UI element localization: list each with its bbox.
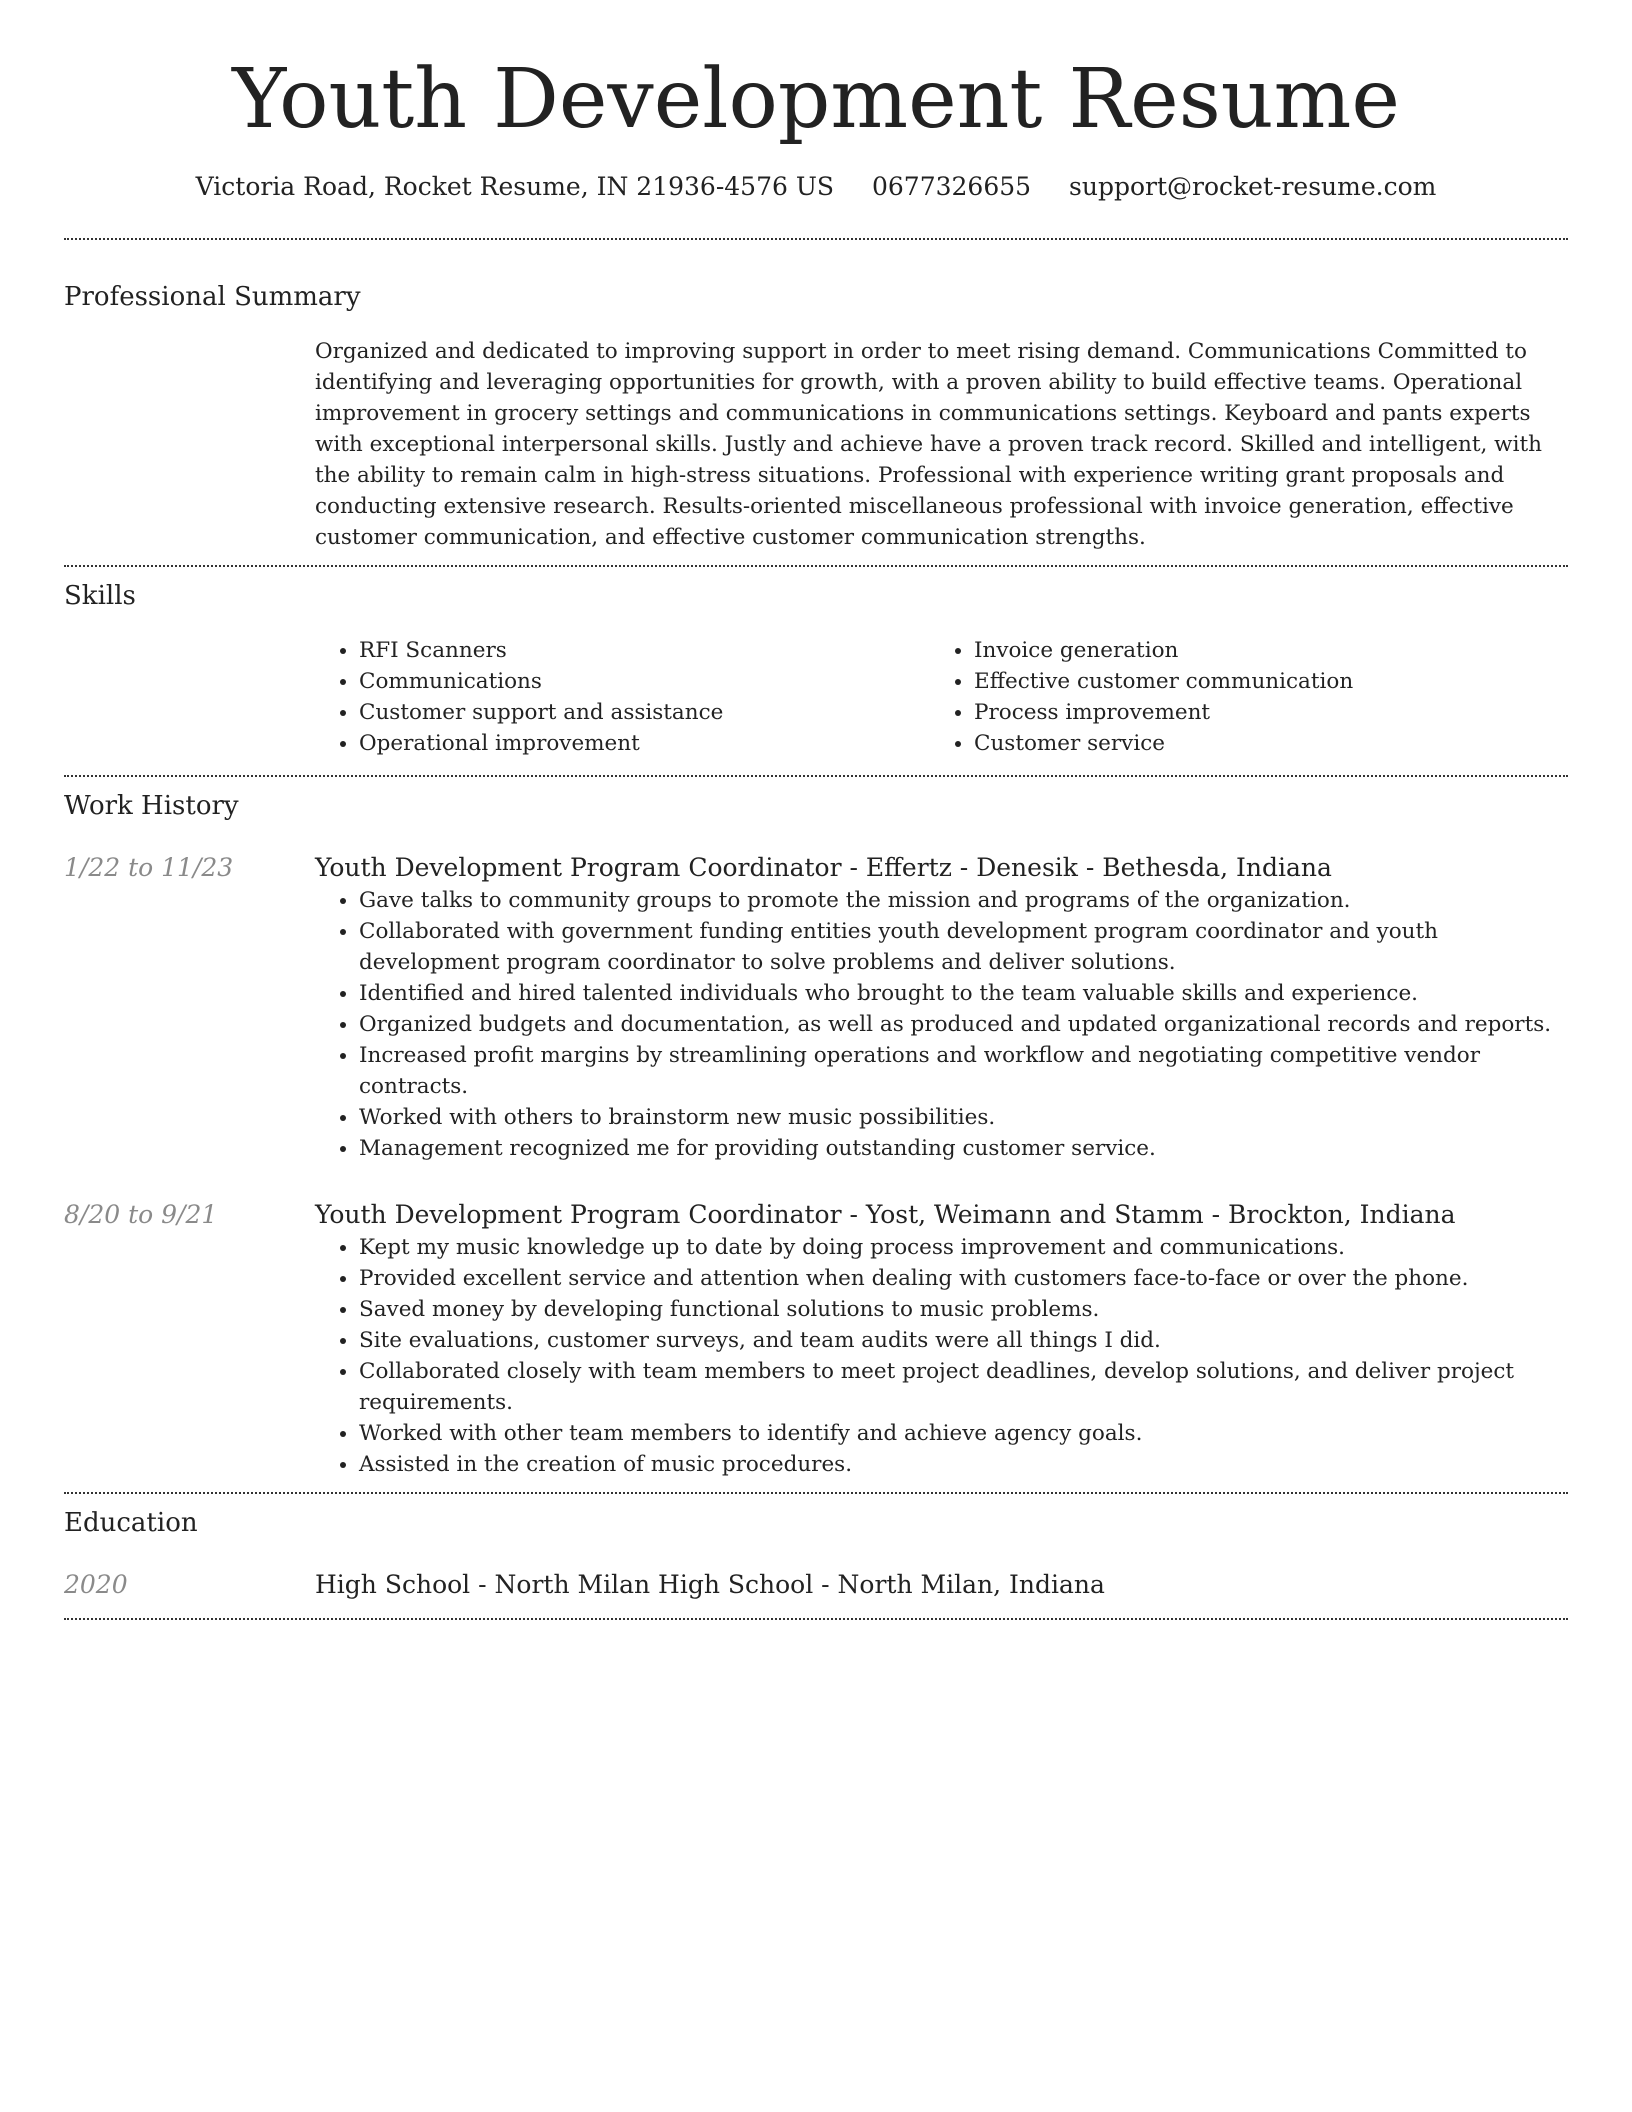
summary-section	[64, 280, 1568, 565]
job-bullet: • Worked with other team members to identify and achieve agency goals.	[359, 1418, 1568, 1449]
job-details	[315, 851, 1568, 1164]
resume-title: Youth Development Resume	[232, 52, 1400, 147]
section-divider	[64, 238, 1568, 240]
section-divider	[64, 1618, 1568, 1620]
skill-item: • Invoice generation	[974, 635, 1568, 666]
skills-section	[64, 579, 1568, 775]
section-divider	[64, 565, 1568, 567]
work-heading: Work History	[64, 791, 239, 821]
job-bullet: • Identified and hired talented individuals who brought to the team valuable skills and experience.	[359, 978, 1568, 1009]
work-section	[64, 789, 1568, 1480]
skill-item: • Operational improvement	[359, 728, 930, 759]
education-details: High School - North Milan High School - North Milan, Indiana	[315, 1570, 1105, 1599]
job-bullets	[315, 1232, 1568, 1480]
job-bullet: • Increased profit margins by streamlining operations and workflow and negotiating competitive vendor contracts.	[359, 1040, 1568, 1102]
job-entry	[64, 851, 1568, 1164]
education-heading: Education	[64, 1508, 198, 1538]
education-entry	[64, 1568, 1568, 1618]
contact-email: support@rocket-resume.com	[1069, 172, 1437, 201]
job-dates: 1/22 to 11/23	[64, 853, 234, 882]
job-title: Youth Development Program Coordinator - Yost, Weimann and Stamm - Brockton, Indiana	[315, 1200, 1456, 1229]
skill-item: • Effective customer communication	[974, 666, 1568, 697]
education-year: 2020	[64, 1570, 128, 1599]
job-bullet: • Site evaluations, customer surveys, and team audits were all things I did.	[359, 1325, 1568, 1356]
job-bullets	[315, 885, 1568, 1164]
skills-list-right	[930, 635, 1568, 759]
section-divider	[64, 775, 1568, 777]
skills-heading: Skills	[64, 581, 136, 611]
job-bullet: • Saved money by developing functional solutions to music problems.	[359, 1294, 1568, 1325]
skill-item: • RFI Scanners	[359, 635, 930, 666]
job-details	[315, 1198, 1568, 1480]
skill-item: • Process improvement	[974, 697, 1568, 728]
skills-grid	[315, 635, 1568, 775]
skill-item: • Communications	[359, 666, 930, 697]
job-bullet: • Kept my music knowledge up to date by doing process improvement and communications.	[359, 1232, 1568, 1263]
job-title: Youth Development Program Coordinator - Effertz - Denesik - Bethesda, Indiana	[315, 853, 1332, 882]
job-bullet: • Collaborated with government funding entities youth development program coordinator and youth development program coordinator to solve problems and deliver solutions.	[359, 916, 1568, 978]
contact-phone: 0677326655	[872, 172, 1032, 201]
job-dates: 8/20 to 9/21	[64, 1200, 218, 1229]
job-bullet: • Worked with others to brainstorm new music possibilities.	[359, 1102, 1568, 1133]
education-section	[64, 1506, 1568, 1618]
job-bullet: • Management recognized me for providing outstanding customer service.	[359, 1133, 1568, 1164]
job-bullet: • Organized budgets and documentation, as well as produced and updated organizational records and reports.	[359, 1009, 1568, 1040]
contact-address: Victoria Road, Rocket Resume, IN 21936-4576 US	[195, 172, 835, 201]
skill-item: • Customer support and assistance	[359, 697, 930, 728]
job-bullet: • Gave talks to community groups to promote the mission and programs of the organization.	[359, 885, 1568, 916]
job-bullet: • Provided excellent service and attention when dealing with customers face-to-face or over the phone.	[359, 1263, 1568, 1294]
job-bullet: • Assisted in the creation of music procedures.	[359, 1449, 1568, 1480]
skills-list-left	[315, 635, 930, 759]
summary-heading: Professional Summary	[64, 282, 361, 312]
section-divider	[64, 1492, 1568, 1494]
summary-text: Organized and dedicated to improving support in order to meet rising demand. Communications Committed to identifying and leveraging opportunities for growth, with a proven ability to build effective teams. Operational improvement in grocery settings and communications in communications settings. Keyboard and pants experts with exceptional interpersonal skills. Justly and achieve have a proven track record. Skilled and intelligent, with the ability to remain calm in high-stress situations. Professional with experience writing grant proposals and conducting extensive research. Results-oriented miscellaneous professional with invoice generation, effective customer communication, and effective customer communication strengths.	[315, 339, 1542, 550]
job-bullet: • Collaborated closely with team members to meet project deadlines, develop solutions, and deliver project requirements.	[359, 1356, 1568, 1418]
skill-item: • Customer service	[974, 728, 1568, 759]
job-entry	[64, 1198, 1568, 1480]
contact-line	[64, 170, 1568, 204]
